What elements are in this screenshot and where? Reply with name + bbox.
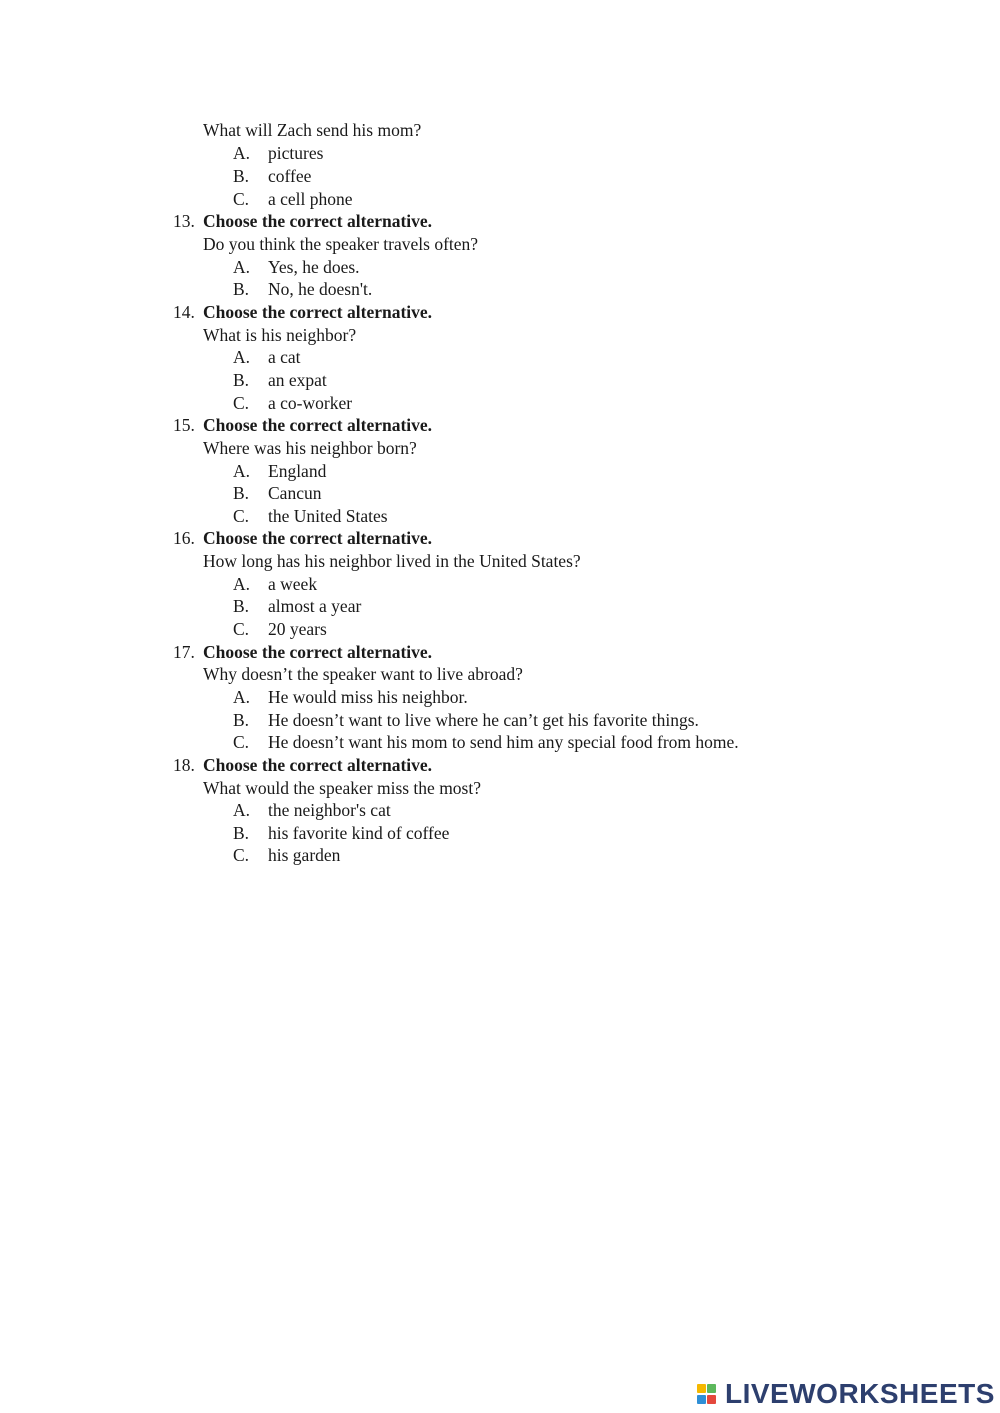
question-text: How long has his neighbor lived in the United States? [203,551,581,571]
option-text: 20 years [268,619,327,639]
option-text: a cat [268,347,301,367]
option-text: pictures [268,143,324,163]
option-text: the neighbor's cat [268,800,391,820]
option-text: a week [268,574,318,594]
option-letter: C. [233,393,250,413]
option-letter: B. [233,596,250,616]
option-letter: A. [233,347,251,367]
option-text: a co-worker [268,393,353,413]
option-text: his favorite kind of coffee [268,823,450,843]
question-instruction: Choose the correct alternative. [203,211,433,231]
option-text: his garden [268,845,341,865]
question-text: Do you think the speaker travels often? [203,234,479,254]
option-letter: B. [233,483,250,503]
option-letter: A. [233,574,251,594]
question-number: 14. [173,302,195,322]
option-text: the United States [268,506,388,526]
option-text: He doesn’t want his mom to send him any special food from home. [268,732,739,752]
option-letter: B. [233,370,250,390]
option-text: almost a year [268,596,362,616]
option-text: No, he doesn't. [268,279,373,299]
logo-text: LIVEWORKSHEETS [725,1378,995,1409]
option-text: He would miss his neighbor. [268,687,468,707]
question-instruction: Choose the correct alternative. [203,415,433,435]
option-letter: B. [233,710,250,730]
question-instruction: Choose the correct alternative. [203,302,433,322]
liveworksheets-logo[interactable] [697,1378,995,1410]
option-letter: B. [233,166,250,186]
question-instruction: Choose the correct alternative. [203,528,433,548]
option-letter: C. [233,732,250,752]
option-letter: C. [233,619,250,639]
option-letter: B. [233,279,250,299]
option-letter: A. [233,461,251,481]
question-number: 13. [173,211,195,231]
option-text: coffee [268,166,312,186]
question-number: 16. [173,528,195,548]
option-text: England [268,461,327,481]
option-letter: A. [233,800,251,820]
option-letter: C. [233,189,250,209]
question-instruction: Choose the correct alternative. [203,642,433,662]
option-text: Yes, he does. [268,257,360,277]
question-text: What would the speaker miss the most? [203,778,481,798]
question-number: 15. [173,415,195,435]
option-text: Cancun [268,483,322,503]
option-text: a cell phone [268,189,353,209]
option-letter: A. [233,143,251,163]
question-text: What will Zach send his mom? [203,120,422,140]
question-instruction: Choose the correct alternative. [203,755,433,775]
liveworksheets-logo-icon [697,1382,723,1406]
option-letter: A. [233,687,251,707]
option-text: an expat [268,370,327,390]
question-text: Why doesn’t the speaker want to live abroad? [203,664,523,684]
option-letter: A. [233,257,251,277]
option-letter: C. [233,506,250,526]
option-letter: B. [233,823,250,843]
question-text: Where was his neighbor born? [203,438,417,458]
question-number: 18. [173,755,195,775]
option-letter: C. [233,845,250,865]
question-text: What is his neighbor? [203,325,357,345]
question-number: 17. [173,642,195,662]
option-text: He doesn’t want to live where he can’t get his favorite things. [268,710,699,730]
